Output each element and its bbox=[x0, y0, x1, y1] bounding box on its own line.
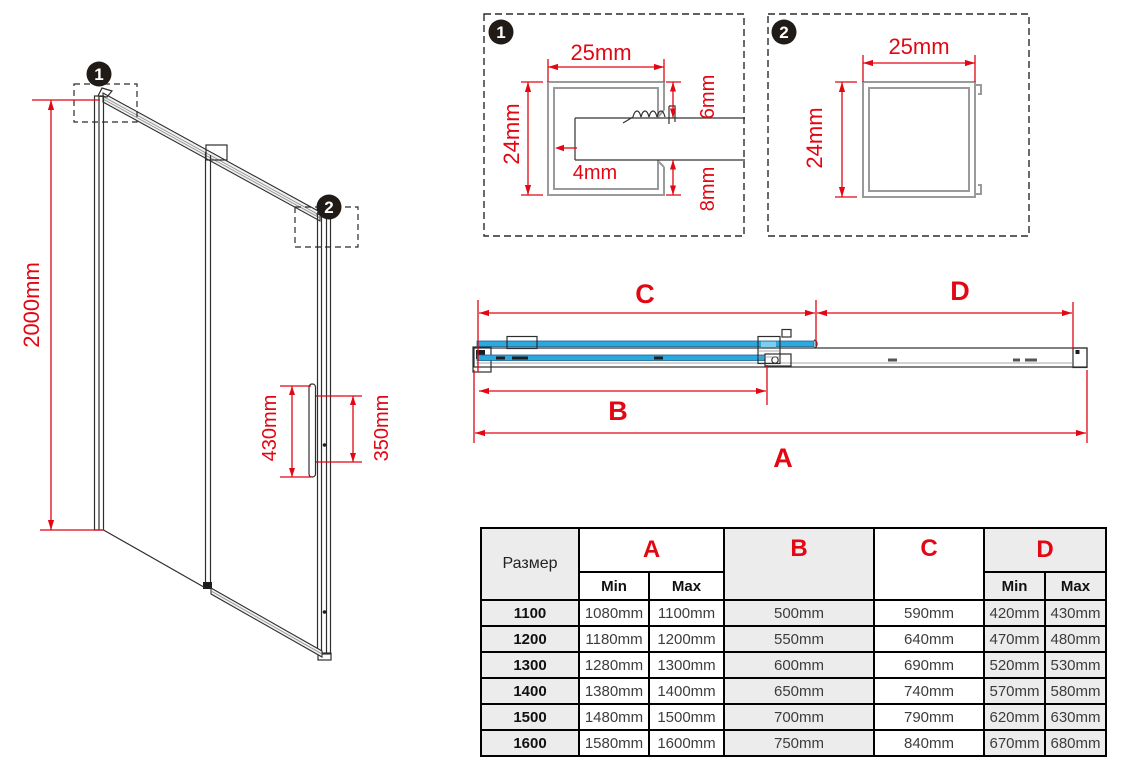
cell-d-max: 530mm bbox=[1045, 652, 1106, 678]
cell-a-max: 1400mm bbox=[649, 678, 724, 704]
cell-a-min: 1180mm bbox=[579, 626, 649, 652]
dimension-c bbox=[479, 279, 815, 316]
cell-d-min: 670mm bbox=[984, 730, 1045, 756]
dimension-25mm bbox=[548, 40, 664, 82]
cell-c: 840mm bbox=[874, 730, 984, 756]
cell-a-max: 1100mm bbox=[649, 600, 724, 626]
table-row bbox=[481, 626, 1106, 652]
detail-2-profile-drawing bbox=[767, 13, 1030, 237]
top-rail bbox=[103, 93, 320, 221]
square-tube-profile bbox=[863, 82, 981, 197]
detail-2-width-label: 25mm bbox=[888, 34, 950, 59]
header-col-c: C bbox=[874, 528, 984, 600]
cell-d-max: 630mm bbox=[1045, 704, 1106, 730]
row-size: 1200 bbox=[481, 626, 579, 652]
detail-1-height-label: 24mm bbox=[499, 103, 524, 165]
sliding-panel-stile bbox=[203, 152, 212, 589]
cell-c: 740mm bbox=[874, 678, 984, 704]
callout-1-number: 1 bbox=[94, 65, 104, 84]
door-isometric-drawing bbox=[0, 0, 460, 776]
row-size: 1400 bbox=[481, 678, 579, 704]
glass-gap-label: 4mm bbox=[572, 162, 618, 184]
dim-c-label: C bbox=[635, 279, 655, 309]
top-view-drawing bbox=[460, 270, 1120, 480]
header-col-b: B bbox=[724, 528, 874, 600]
header-d-max: Max bbox=[1045, 572, 1106, 600]
dimension-6mm bbox=[666, 75, 719, 119]
table-row bbox=[481, 652, 1106, 678]
dimension-height-2000 bbox=[19, 100, 104, 530]
cell-d-min: 520mm bbox=[984, 652, 1045, 678]
cell-a-min: 1480mm bbox=[579, 704, 649, 730]
cell-b: 600mm bbox=[724, 652, 874, 678]
table-row bbox=[481, 704, 1106, 730]
dimension-d bbox=[817, 276, 1072, 316]
cell-d-min: 570mm bbox=[984, 678, 1045, 704]
cell-c: 690mm bbox=[874, 652, 984, 678]
cell-b: 500mm bbox=[724, 600, 874, 626]
left-wall-profile bbox=[95, 88, 113, 530]
row-size: 1500 bbox=[481, 704, 579, 730]
dimension-handle-430 bbox=[259, 386, 311, 477]
height-label: 2000mm bbox=[19, 262, 44, 348]
cell-c: 590mm bbox=[874, 600, 984, 626]
dimension-b bbox=[479, 388, 766, 426]
cell-a-max: 1200mm bbox=[649, 626, 724, 652]
cell-d-min: 470mm bbox=[984, 626, 1045, 652]
cell-b: 750mm bbox=[724, 730, 874, 756]
cell-a-min: 1380mm bbox=[579, 678, 649, 704]
detail-1-number: 1 bbox=[496, 23, 506, 42]
cell-d-min: 620mm bbox=[984, 704, 1045, 730]
header-size: Размер bbox=[481, 528, 579, 600]
cell-d-min: 420mm bbox=[984, 600, 1045, 626]
cell-b: 550mm bbox=[724, 626, 874, 652]
cell-c: 640mm bbox=[874, 626, 984, 652]
cell-a-min: 1580mm bbox=[579, 730, 649, 756]
dimension-25mm bbox=[863, 34, 975, 82]
row-size: 1600 bbox=[481, 730, 579, 756]
header-a-min: Min bbox=[579, 572, 649, 600]
size-table bbox=[480, 527, 1107, 757]
fixed-glass-panel bbox=[477, 354, 791, 366]
top-gap-label: 6mm bbox=[697, 74, 719, 120]
cell-a-max: 1600mm bbox=[649, 730, 724, 756]
glass-bottom-edges bbox=[104, 530, 323, 657]
row-size: 1100 bbox=[481, 600, 579, 626]
right-profile bbox=[317, 207, 332, 660]
cell-b: 700mm bbox=[724, 704, 874, 730]
cell-a-max: 1300mm bbox=[649, 652, 724, 678]
cell-a-min: 1280mm bbox=[579, 652, 649, 678]
table-row bbox=[481, 600, 1106, 626]
header-a-max: Max bbox=[649, 572, 724, 600]
detail-2-height-label: 24mm bbox=[802, 107, 827, 169]
bottom-gap-label: 8mm bbox=[697, 166, 719, 212]
detail-1-profile-drawing bbox=[483, 13, 745, 237]
cell-a-max: 1500mm bbox=[649, 704, 724, 730]
cell-d-max: 480mm bbox=[1045, 626, 1106, 652]
dim-b-label: B bbox=[608, 396, 628, 426]
table-row bbox=[481, 730, 1106, 756]
row-size: 1300 bbox=[481, 652, 579, 678]
dimension-24mm bbox=[802, 82, 857, 197]
handle-holes-label: 350mm bbox=[371, 394, 393, 462]
dimension-a bbox=[475, 430, 1086, 473]
cell-a-min: 1080mm bbox=[579, 600, 649, 626]
header-d-min: Min bbox=[984, 572, 1045, 600]
dim-d-label: D bbox=[950, 276, 970, 306]
cell-c: 790mm bbox=[874, 704, 984, 730]
table-row bbox=[481, 678, 1106, 704]
callout-2-number: 2 bbox=[324, 198, 334, 217]
dimension-8mm bbox=[666, 160, 719, 211]
extension-lines bbox=[474, 300, 1087, 443]
dimension-24mm bbox=[499, 82, 543, 195]
detail-2-number: 2 bbox=[779, 23, 789, 42]
detail-1-width-label: 25mm bbox=[570, 40, 632, 65]
header-col-a: A bbox=[579, 528, 724, 572]
dimension-4mm bbox=[555, 145, 617, 184]
header-col-d: D bbox=[984, 528, 1106, 572]
dimension-handle-350 bbox=[317, 395, 393, 462]
handle-length-label: 430mm bbox=[259, 394, 281, 462]
cell-b: 650mm bbox=[724, 678, 874, 704]
cell-d-max: 580mm bbox=[1045, 678, 1106, 704]
dim-a-label: A bbox=[773, 443, 793, 473]
cell-d-max: 680mm bbox=[1045, 730, 1106, 756]
cell-d-max: 430mm bbox=[1045, 600, 1106, 626]
